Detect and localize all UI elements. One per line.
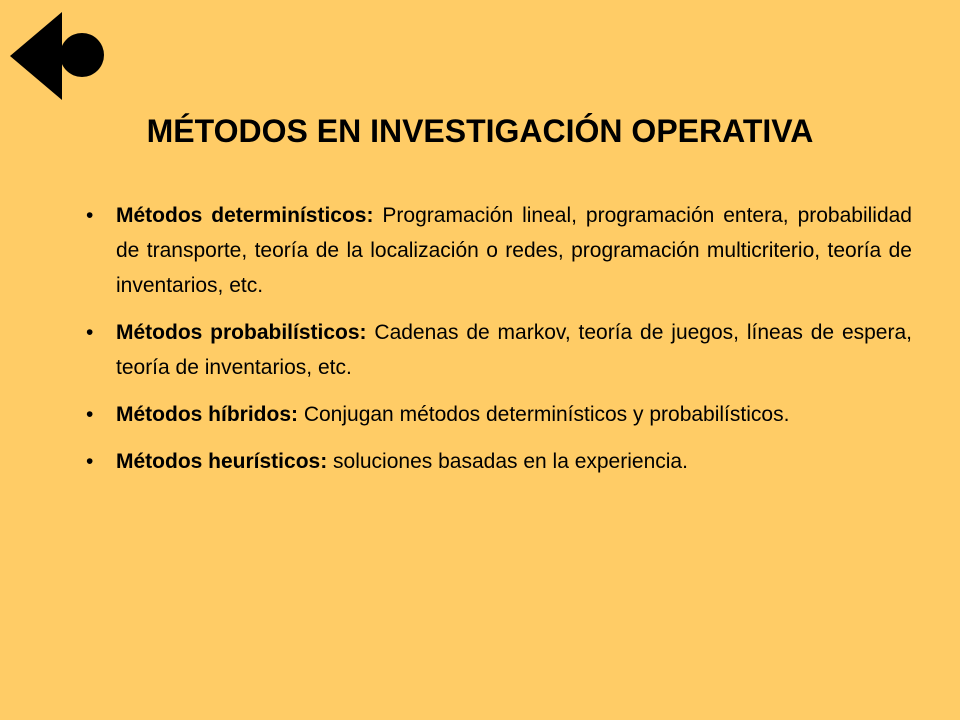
bullet-text: Conjugan métodos determinísticos y probabilísticos. bbox=[298, 403, 790, 426]
bullet-term: Métodos probabilísticos: bbox=[116, 321, 367, 344]
bullet-dot: • bbox=[86, 403, 94, 426]
bullet-text: Programación lineal, programación entera, probabilidad de transporte, teoría de la localización o redes, programación multicriterio, teoría de inventarios, etc. bbox=[116, 204, 912, 297]
bullet-term: Métodos heurísticos: bbox=[116, 450, 328, 473]
bullet-text: Cadenas de markov, teoría de juegos, líneas de espera, teoría de inventarios, etc. bbox=[116, 321, 912, 379]
bullet-item-deterministic bbox=[86, 198, 912, 303]
back-triangle-circle-icon[interactable] bbox=[10, 12, 106, 100]
bullet-item-hybrid bbox=[86, 397, 912, 432]
slide-title: MÉTODOS EN INVESTIGACIÓN OPERATIVA bbox=[146, 113, 814, 149]
bullet-list bbox=[86, 198, 912, 491]
bullet-item-probabilistic bbox=[86, 315, 912, 385]
bullet-text: soluciones basadas en la experiencia. bbox=[327, 450, 688, 473]
bullet-dot: • bbox=[86, 450, 94, 473]
bullet-dot: • bbox=[86, 321, 94, 344]
bullet-term: Métodos híbridos: bbox=[116, 403, 298, 426]
bullet-dot: • bbox=[86, 204, 94, 227]
bullet-term: Métodos determinísticos: bbox=[116, 204, 374, 227]
bullet-item-heuristic bbox=[86, 444, 912, 479]
